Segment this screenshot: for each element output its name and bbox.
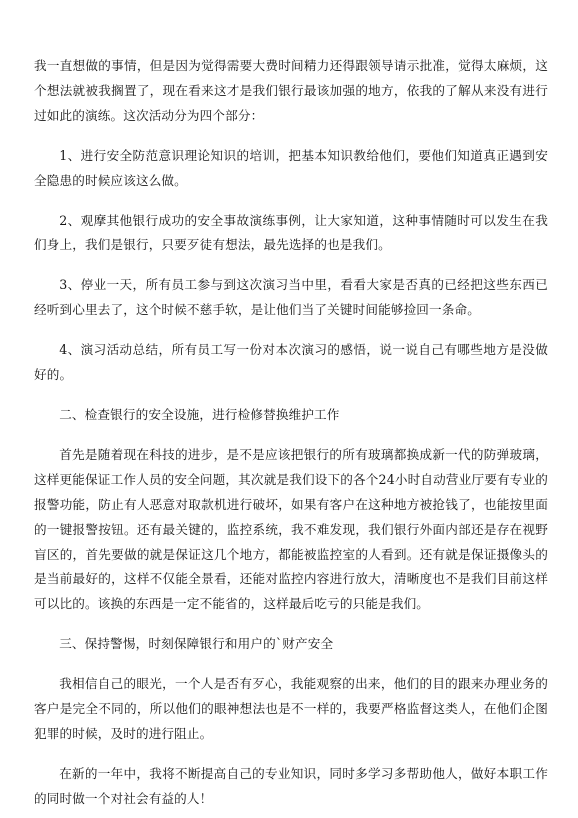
paragraph-conclusion: 在新的一年中，我将不断提高自己的专业知识，同时多学习多帮助他人，做好本职工作的同时做一个对社会有益的人！: [34, 765, 548, 806]
paragraph-vigilance: 我相信自己的眼光，一个人是否有歹心，我能观察的出来，他们的目的跟来办理业务的客户是完全不同的，所以他们的眼神想法也是不一样的，我要严格监督这类人，在他们企图犯罪的时候，及时的进行阻止。: [34, 676, 548, 741]
section-heading-3: 三、保持警惕，时刻保障银行和用户的`财产安全: [59, 636, 334, 652]
paragraph-item-1: 1、进行安全防范意识理论知识的培训，把基本知识教给他们，要他们知道真正遇到安全隐患的时候应该这么做。: [34, 147, 548, 188]
paragraph-intro: 我一直想做的事情，但是因为觉得需要大费时间精力还得跟领导请示批准，觉得太麻烦，这个想法就被我搁置了，现在看来这才是我们银行最该加强的地方，依我的了解从来没有进行过如此的演练。这次活动分为四个部分：: [34, 58, 548, 123]
paragraph-item-2: 2、观摩其他银行成功的安全事故演练事例，让大家知道，这种事情随时可以发生在我们身上，我们是银行，只要歹徒有想法，最先选择的也是我们。: [34, 212, 548, 253]
paragraph-item-4: 4、演习活动总结，所有员工写一份对本次演习的感悟，说一说自己有哪些地方是没做好的。: [34, 342, 548, 383]
paragraph-item-3: 3、停业一天，所有员工参与到这次演习当中里，看看大家是否真的已经把这些东西已经听到心里去了，这个时候不慈手软，是让他们当了关键时间能够捡回一条命。: [34, 277, 548, 318]
paragraph-security-facilities: 首先是随着现在科技的进步，是不是应该把银行的所有玻璃都换成新一代的防弹玻璃，这样更能保证工作人员的安全问题，其次就是我们设下的各个24小时自动营业厅要有专业的报警功能，防止有人恶意对取款机进行破坏，如果有客户在这种地方被抢钱了，也能按里面的一键报警按钮。还有最关键的，监控系统，我不难发现，我们银行外面内部还是存在视野盲区的，首先要做的就是保证这几个地方，都能被监控室的人看到。还有就是保证摄像头的是当前最好的，这样不仅能全景看，还能对监控内容进行放大，清晰度也不是我们目前这样可以比的。该换的东西是一定不能省的，这样最后吃亏的只能是我们。: [34, 446, 548, 612]
section-heading-2: 二、检查银行的安全设施，进行检修替换维护工作: [59, 406, 340, 422]
document-page: [34, 54, 548, 812]
